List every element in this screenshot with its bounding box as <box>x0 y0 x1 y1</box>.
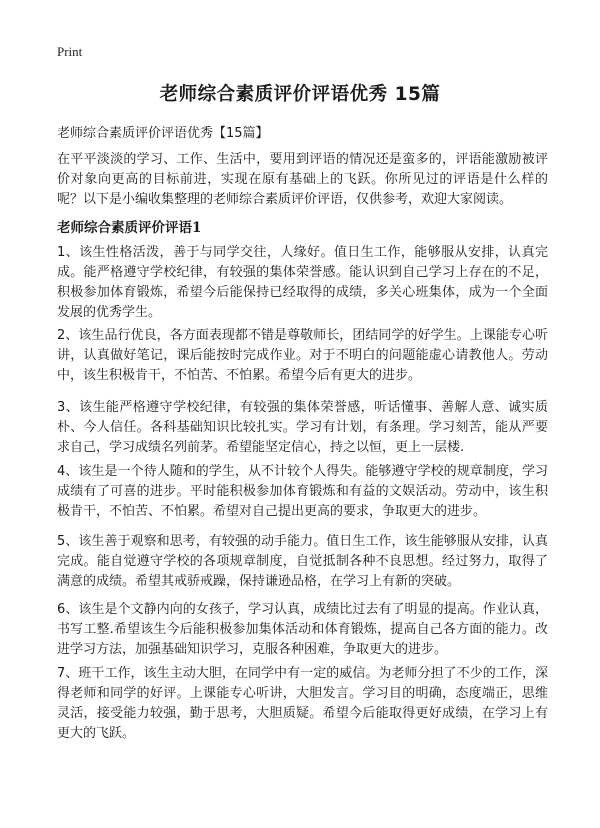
page-title: 老师综合素质评价评语优秀 15篇 <box>159 84 441 105</box>
comment-paragraph-5: 5、该生善于观察和思考，有较强的动手能力。值日生工作，该生能够服从安排，认真完成。能自觉遵守学校的各项规章制度，自觉抵制各种不良思想。经过努力，取得了满意的成绩。希望其戒骄戒躁，保持谦逊品格，在学习上有新的突破。 <box>57 534 548 589</box>
comment-paragraph-3: 3、该生能严格遵守学校纪律，有较强的集体荣誉感，听话懂事、善解人意、诚实质朴、今人信任。各科基础知识比较扎实。学习有计划，有条理。学习刻苦，能从严要求自己，学习成绩名列前茅。希望能坚定信心，持之以恒，更上一层楼. <box>57 400 548 455</box>
print-link[interactable]: Print <box>57 44 83 59</box>
comment-paragraph-7: 7、班干工作，该生主动大胆，在同学中有一定的威信。为老师分担了不少的工作，深得老师和同学的好评。上课能专心听讲，大胆发言。学习目的明确，态度端正，思维灵活，接受能力较强，勤于思考，大胆质疑。希望今后能取得更好成绩，在学习上有更大的飞跃。 <box>57 666 548 741</box>
comment-paragraph-4: 4、该生是一个待人随和的学生，从不计较个人得失。能够遵守学校的规章制度，学习成绩有了可喜的进步。平时能积极参加体育锻炼和有益的文娱活动。劳动中，该生积极肯干，不怕苦、不怕累。希望对自己提出更高的要求，争取更大的进步。 <box>57 464 548 519</box>
section-heading: 老师综合素质评价评语1 <box>57 220 202 236</box>
comment-paragraph-1: 1、该生性格活泼，善于与同学交往，人缘好。值日生工作，能够服从安排，认真完成。能严格遵守学校纪律，有较强的集体荣誉感。能认识到自己学习上存在的不足，积极参加体育锻炼，希望今后能保持已经取得的成绩，多关心班集体，成为一个全面发展的优秀学生。 <box>57 245 548 320</box>
comment-paragraph-6: 6、该生是个文静内向的女孩子，学习认真，成绩比过去有了明显的提高。作业认真，书写工整.希望该生今后能积极参加集体活动和体育锻炼，提高自己各方面的能力。改进学习方法，加强基础知识学习，克服各种困难，争取更大的进步。 <box>57 602 548 657</box>
intro-paragraph: 在平平淡淡的学习、工作、生活中，要用到评语的情况还是蛮多的，评语能激励被评价对象向更高的目标前进，实现在原有基础上的飞跃。你所见过的评语是什么样的呢？以下是小编收集整理的老师综合素质评价评语，仅供参考，欢迎大家阅读。 <box>57 152 548 207</box>
comment-paragraph-2: 2、该生品行优良，各方面表现都不错是尊敬师长，团结同学的好学生。上课能专心听讲，认真做好笔记，课后能按时完成作业。对于不明白的问题能虚心请教他人。劳动中，该生积极肯干，不怕苦、不怕累。希望今后有更大的进步。 <box>57 328 548 383</box>
subtitle: 老师综合素质评价评语优秀【15篇】 <box>57 126 269 141</box>
